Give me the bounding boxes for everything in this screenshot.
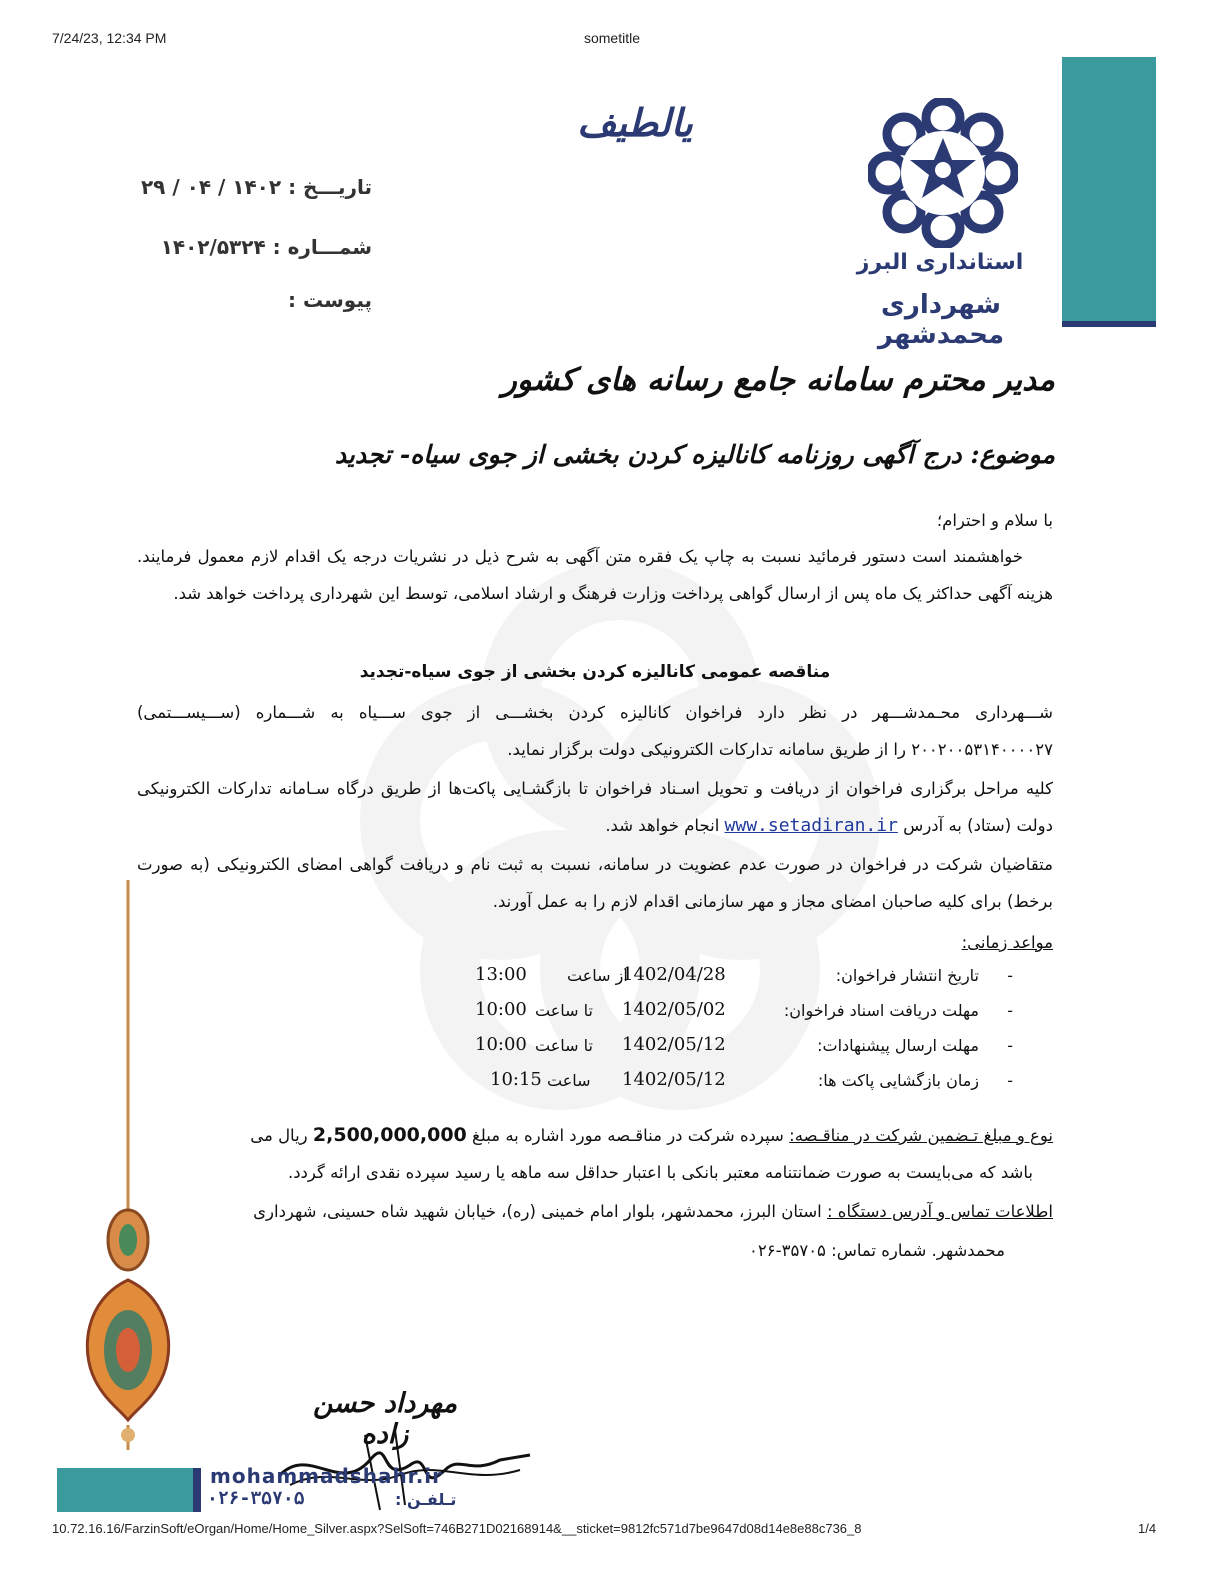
schedule-date: 1402/05/12: [622, 1034, 726, 1055]
footer-phone: ۰۲۶-۳۵۷۰۵: [207, 1488, 305, 1509]
number-value: ۱۴۰۲/۵۳۲۴: [160, 235, 266, 259]
deposit-text-a: سپرده شرکت در مناقـصه مورد اشاره به مبلغ: [472, 1126, 784, 1145]
contact-text: استان البرز، محمدشهر، بلوار امام خمینی (ره)، خیابان شهید شاه حسینی، شهرداری: [253, 1202, 822, 1221]
tender-title: مناقصه عمومی کانالیزه کردن بخشی از جوی سیاه-تجدید: [359, 662, 831, 682]
schedule-row: [137, 995, 1053, 1030]
schedule-time: 13:00: [475, 964, 527, 985]
signer-name: مهرداد حسن زاده: [312, 1388, 458, 1450]
schedule-row: [137, 960, 1053, 995]
subject: موضوع: درج آگهی روزنامه کانالیزه کردن بخشی از جوی سیاه- تجدید: [334, 440, 1055, 469]
schedule-date: 1402/04/28: [622, 964, 726, 985]
date-label: تاریـــخ :: [288, 175, 372, 199]
schedule-label: زمان بازگشایی پاکت ها:: [817, 1071, 979, 1090]
org-municipality: شهرداری محمدشهر: [877, 290, 1005, 350]
schedule-label: تاریخ انتشار فراخوان:: [835, 966, 979, 985]
tender-paragraph: شـــهرداری محـمدشـــهر در نظر دارد فراخوان کانالیزه کردن بخشـــی از جوی ســـیاه به شـــماره (ســـیســـتمی) ۲۰۰۲۰۰۵۳۱۴۰۰۰۰۲۷ را از طریق سامانه تدارکات الکترونیکی دولت برگزار نماید.: [137, 703, 1053, 759]
deposit-label: نوع و مبلغ تـضمین شرکت در مناقـصه:: [789, 1126, 1053, 1145]
invocation-calligraphy: یالطیف: [577, 100, 693, 145]
schedule-table: [137, 960, 1053, 1100]
process-text-b: انجام خواهد شد.: [605, 816, 720, 835]
ornament-icon: [75, 880, 185, 1460]
contact-line: [137, 1193, 1053, 1230]
navy-line: [1062, 321, 1156, 327]
schedule-dash: -: [1007, 1071, 1013, 1090]
schedule-row: [137, 1065, 1053, 1100]
schedule-date: 1402/05/02: [622, 999, 726, 1020]
deposit-line: [137, 1117, 1053, 1154]
registration-paragraph: متقاضیان شرکت در فراخوان در صورت عدم عضویت در سامانه، نسبت به ثبت نام و دریافت گواهی امضای الکترونیکی (به صورت برخط) برای کلیه صاحبان امضای مجاز و مهر سازمانی اقدام لازم را به عمل آورند.: [137, 855, 1053, 911]
schedule-time-prefix: تا ساعت: [535, 1001, 593, 1020]
contact-label: اطلاعات تماس و آدرس دستگاه :: [827, 1202, 1053, 1221]
greeting: با سلام و احترام؛: [936, 511, 1053, 530]
process-text-a: کلیه مراحل برگزاری فراخوان از دریافت و تحویل اسـناد فراخوان تا بازگشـایی پاکت‌ها از طریق درگاه سـامانه تدارکات الکترونیکی دولت (ستاد) به آدرس: [137, 779, 1053, 835]
footer-website: mohammadshahr.ir: [210, 1464, 444, 1488]
schedule-title: مواعد زمانی:: [961, 933, 1053, 952]
schedule-time: 10:00: [475, 999, 527, 1020]
schedule-time: 10:00: [475, 1034, 527, 1055]
schedule-label: مهلت ارسال پیشنهادات:: [817, 1036, 979, 1055]
print-datetime: 7/24/23, 12:34 PM: [52, 30, 167, 46]
deposit-line-2: باشد که می‌بایست به صورت ضمانتنامه معتبر بانکی با اعتبار حداقل سه ماهه یا رسید سپرده نقدی ارائه گردد.: [287, 1163, 1033, 1182]
date-row: [110, 175, 372, 199]
addressee: مدیر محترم سامانه جامع رسانه های کشور: [501, 362, 1055, 398]
schedule-label: مهلت دریافت اسناد فراخوان:: [783, 1001, 979, 1020]
contact-line-2: محمدشهر. شماره تماس: ۳۵۷۰۵-۰۲۶: [749, 1241, 1005, 1260]
footer-teal-block: [57, 1468, 193, 1512]
schedule-time: 10:15: [490, 1069, 542, 1090]
schedule-dash: -: [1007, 1036, 1013, 1055]
deposit-amount: 2,500,000,000: [312, 1124, 467, 1146]
date-value: ۱۴۰۲ / ۰۴ / ۲۹: [140, 175, 282, 199]
schedule-title-wrap: [137, 924, 1053, 961]
number-row: [110, 235, 372, 259]
attachment-label: پیوست :: [287, 288, 372, 312]
print-url: 10.72.16.16/FarzinSoft/eOrgan/Home/Home_Silver.aspx?SelSoft=746B271D02168914&__sticket=9812fc571d7be9647d08d14e8e88c736_8: [52, 1521, 862, 1536]
schedule-dash: -: [1007, 966, 1013, 985]
number-label: شمـــاره :: [272, 235, 372, 259]
schedule-dash: -: [1007, 1001, 1013, 1020]
setad-link[interactable]: www.setadiran.ir: [724, 815, 898, 836]
schedule-date: 1402/05/12: [622, 1069, 726, 1090]
teal-band: [1062, 57, 1156, 325]
intro-paragraph: خواهشمند است دستور فرمائید نسبت به چاپ یک فقره متن آگهی به شرح ذیل در نشریات درجه یک اقدام لازم معمول فرمایند. هزینه آگهی حداکثر یک ماه پس از ارسال گواهی پرداخت وزارت فرهنگ و ارشاد اسلامی، توسط این شهرداری پرداخت خواهد شد.: [137, 547, 1053, 603]
footer-navy-block: [193, 1468, 201, 1512]
schedule-row: [137, 1030, 1053, 1065]
process-paragraph: [137, 770, 1053, 844]
deposit-text-b: ریال می: [250, 1126, 308, 1145]
org-province: استانداری البرز: [856, 250, 1024, 275]
schedule-time-prefix: تا ساعت: [535, 1036, 593, 1055]
schedule-time-prefix: ساعت: [547, 1071, 591, 1090]
print-title: sometitle: [583, 30, 641, 46]
schedule-time-prefix: از ساعت: [567, 966, 628, 985]
print-page-number: 1/4: [1138, 1521, 1157, 1536]
municipality-emblem-icon: [868, 98, 1018, 248]
footer-phone-label: تـلفـن :: [395, 1490, 457, 1509]
